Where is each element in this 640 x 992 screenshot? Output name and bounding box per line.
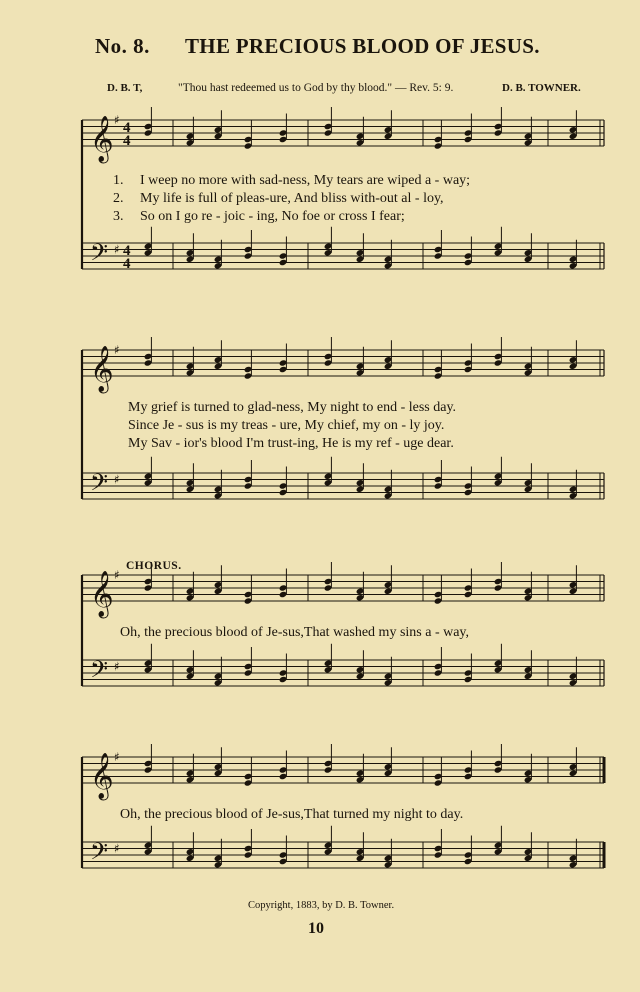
- bass-clef-icon: 𝄢: [90, 837, 109, 871]
- bass-clef-icon: 𝄢: [90, 468, 109, 502]
- time-signature: 4: [123, 133, 131, 149]
- bass-clef-icon: 𝄢: [90, 655, 109, 689]
- bass-staff: [82, 227, 604, 270]
- verse-number: 2.: [113, 191, 124, 206]
- lyric-line: Oh, the precious blood of Je-sus,That washed my sins a - way,: [120, 625, 470, 640]
- page-number: 10: [308, 920, 324, 937]
- lyric-line: Since Je - sus is my treas - ure, My chief, my on - ly joy.: [128, 418, 445, 433]
- sharp-icon: ♯: [114, 113, 120, 127]
- treble-staff: [82, 337, 604, 380]
- bass-clef-icon: 𝄢: [90, 238, 109, 272]
- lyric-line: My Sav - ior's blood I'm trust-ing, He is my ref - uge dear.: [128, 436, 454, 451]
- lyric-line: I weep no more with sad-ness, My tears are wiped a - way;: [140, 173, 471, 188]
- treble-clef-icon: 𝄞: [90, 116, 114, 162]
- sharp-icon: ♯: [114, 472, 120, 487]
- sharp-icon: ♯: [114, 568, 120, 582]
- staff-notation: [78, 570, 608, 770]
- treble-clef-icon: 𝄞: [90, 346, 114, 392]
- lyric-line: My life is full of pleas-ure, And bliss with-out al - loy,: [140, 191, 444, 206]
- sharp-icon: ♯: [114, 841, 120, 856]
- treble-staff: [82, 107, 604, 150]
- bass-staff: [82, 644, 604, 687]
- treble-clef-icon: 𝄞: [90, 753, 114, 799]
- hymn-title: THE PRECIOUS BLOOD OF JESUS.: [185, 34, 540, 58]
- bass-staff: [82, 457, 604, 500]
- staff-notation: [78, 752, 608, 952]
- lyric-line: My grief is turned to glad-ness, My night to end - less day.: [128, 400, 457, 415]
- verse-number: 1.: [113, 173, 124, 188]
- time-signature: 4: [123, 243, 131, 259]
- composer-credit: D. B. TOWNER.: [502, 82, 581, 94]
- sharp-icon: ♯: [114, 242, 120, 257]
- time-signature: 4: [123, 256, 131, 272]
- copyright-notice: Copyright, 1883, by D. B. Towner.: [248, 900, 395, 911]
- sharp-icon: ♯: [114, 343, 120, 357]
- lyric-line: Oh, the precious blood of Je-sus,That turned my night to day.: [120, 807, 464, 822]
- chorus-label: CHORUS.: [126, 560, 182, 572]
- sharp-icon: ♯: [114, 750, 120, 764]
- hymn-number: No. 8.: [95, 34, 150, 58]
- treble-clef-icon: 𝄞: [90, 571, 114, 617]
- time-signature: 4: [123, 120, 131, 136]
- sharp-icon: ♯: [114, 659, 120, 674]
- author-credit: D. B. T,: [107, 82, 143, 94]
- bass-staff: [82, 826, 604, 869]
- verse-number: 3.: [113, 209, 124, 224]
- lyric-line: So on I go re - joic - ing, No foe or cross I fear;: [140, 209, 405, 224]
- hymn-header: [95, 34, 615, 64]
- scripture-reference: "Thou hast redeemed us to God by thy blood." — Rev. 5: 9.: [178, 82, 454, 94]
